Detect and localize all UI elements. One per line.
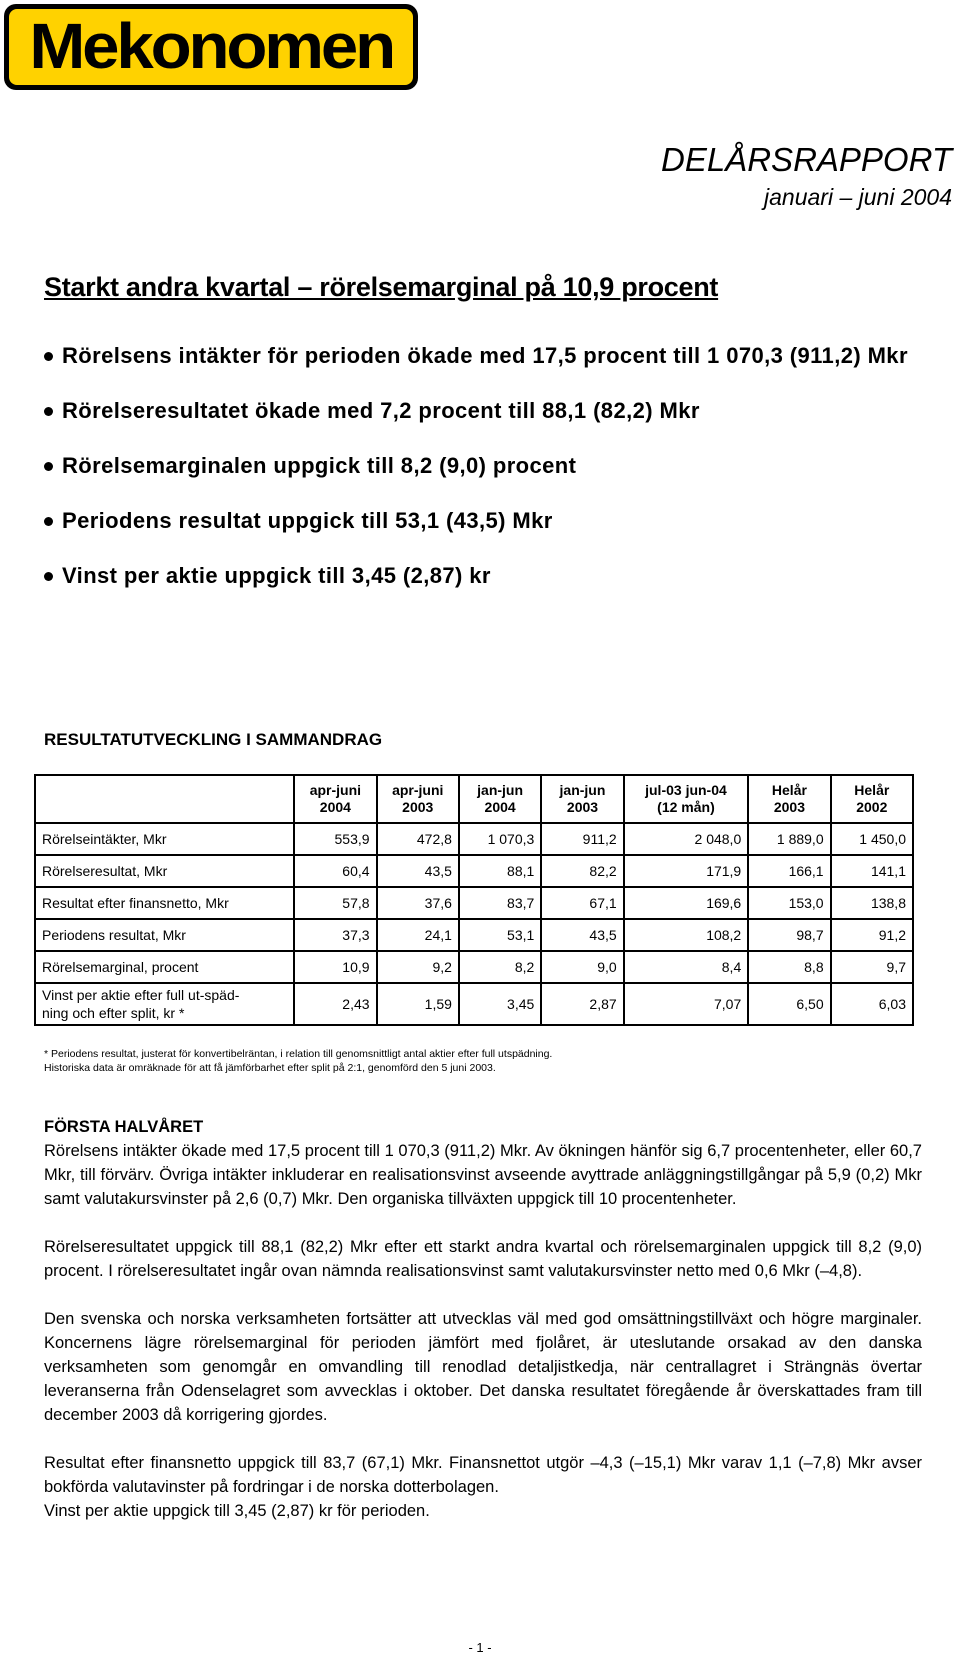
column-header: Helår 2003 <box>748 775 830 823</box>
column-header: jan-jun 2003 <box>541 775 623 823</box>
highlight-item: Rörelseresultatet ökade med 7,2 procent till 88,1 (82,2) Mkr <box>44 395 924 426</box>
table-cell: 138,8 <box>831 887 913 919</box>
table-cell: 8,2 <box>459 951 541 983</box>
page-number: - 1 - <box>468 1640 492 1655</box>
highlight-item: Rörelsens intäkter för perioden ökade med 17,5 procent till 1 070,3 (911,2) Mkr <box>44 340 912 371</box>
table-cell: 1 070,3 <box>459 823 541 855</box>
footnote-line: Historiska data är omräknade för att få jämförbarhet efter split på 2:1, genomförd den 5 juni 2003. <box>44 1062 496 1074</box>
table-cell: 7,07 <box>624 983 749 1025</box>
table-cell: 553,9 <box>294 823 376 855</box>
table-row <box>35 823 913 855</box>
bullet-icon <box>44 572 53 581</box>
row-label: Resultat efter finansnetto, Mkr <box>35 887 294 919</box>
table-cell: 2,87 <box>541 983 623 1025</box>
table-cell: 6,50 <box>748 983 830 1025</box>
header-empty-cell <box>35 775 294 823</box>
table-cell: 98,7 <box>748 919 830 951</box>
table-cell: 2,43 <box>294 983 376 1025</box>
summary-heading: RESULTATUTVECKLING I SAMMANDRAG <box>44 730 383 749</box>
table-cell: 911,2 <box>541 823 623 855</box>
highlight-item: Periodens resultat uppgick till 53,1 (43,5) Mkr <box>44 505 924 536</box>
bullet-icon <box>44 517 53 526</box>
table-cell: 9,2 <box>377 951 459 983</box>
table-row <box>35 919 913 951</box>
table-cell: 6,03 <box>831 983 913 1025</box>
table-cell: 67,1 <box>541 887 623 919</box>
table-cell: 43,5 <box>377 855 459 887</box>
row-label: Periodens resultat, Mkr <box>35 919 294 951</box>
row-label: Rörelsemarginal, procent <box>35 951 294 983</box>
column-header: apr-juni 2004 <box>294 775 376 823</box>
table-cell: 8,8 <box>748 951 830 983</box>
report-title: DELÅRSRAPPORT <box>661 141 952 178</box>
paragraph: Rörelsens intäkter ökade med 17,5 procent till 1 070,3 (911,2) Mkr. Av ökningen hänför sig 6,7 procentenheter, eller 60,7 Mkr, till förvärv. Övriga intäkter inkluderar en realisationsvinst avseende avyttrade anläggningstillgångar på 5,9 (0,2) Mkr samt valutakursvinster på 2,6 (0,7) Mkr. Den organiska tillväxten uppgick till 10 procentenheter. <box>44 1142 922 1208</box>
bullet-icon <box>44 462 53 471</box>
table-cell: 60,4 <box>294 855 376 887</box>
table-cell: 37,6 <box>377 887 459 919</box>
table-cell: 9,7 <box>831 951 913 983</box>
table-cell: 43,5 <box>541 919 623 951</box>
table-cell: 171,9 <box>624 855 749 887</box>
table-cell: 10,9 <box>294 951 376 983</box>
table-cell: 24,1 <box>377 919 459 951</box>
table-cell: 57,8 <box>294 887 376 919</box>
table-cell: 1 450,0 <box>831 823 913 855</box>
footnote-line: * Periodens resultat, justerat för konvertibelräntan, i relation till genomsnittligt antal aktier efter full utspädning. <box>44 1048 553 1060</box>
report-title-block <box>661 140 952 214</box>
table-cell: 53,1 <box>459 919 541 951</box>
bullet-icon <box>44 407 53 416</box>
table-cell: 108,2 <box>624 919 749 951</box>
table-cell: 37,3 <box>294 919 376 951</box>
table-cell: 3,45 <box>459 983 541 1025</box>
paragraph: Den svenska och norska verksamheten fortsätter att utvecklas väl med god omsättningstillväxt och högre marginaler. Koncernens lägre rörelsemarginal för perioden jämfört med fjolåret, är uteslutande orsakad av den danska verksamheten som genomgår en omvandling till renodlad detaljistkedja, när centrallagret i Strängnäs övertar leveranserna från Odenselagret som avvecklas i oktober. Det danska resultatet föregående år överskattades fram till december 2003 då korrigering gjordes. <box>44 1310 922 1424</box>
report-period: januari – juni 2004 <box>764 184 952 210</box>
table-cell: 1,59 <box>377 983 459 1025</box>
first-half-section <box>44 1115 922 1547</box>
mekonomen-logo <box>4 4 418 90</box>
table-cell: 1 889,0 <box>748 823 830 855</box>
table-cell: 169,6 <box>624 887 749 919</box>
summary-table <box>34 774 914 1026</box>
logo-background <box>9 9 413 85</box>
table-cell: 2 048,0 <box>624 823 749 855</box>
table-cell: 82,2 <box>541 855 623 887</box>
table-cell: 166,1 <box>748 855 830 887</box>
bullet-icon <box>44 352 53 361</box>
paragraph: Rörelseresultatet uppgick till 88,1 (82,2) Mkr efter ett starkt andra kvartal och rörelsemarginalen uppgick till 8,2 (9,0) procent. I rörelseresultatet ingår ovan nämnda realisationsvinst samt valutakursvinster netto med 0,6 Mkr (–4,8). <box>44 1238 922 1280</box>
column-header: Helår 2002 <box>831 775 913 823</box>
table-header-row <box>35 775 913 823</box>
table-row <box>35 951 913 983</box>
table-cell: 153,0 <box>748 887 830 919</box>
column-header: jan-jun 2004 <box>459 775 541 823</box>
highlight-item: Rörelsemarginalen uppgick till 8,2 (9,0) procent <box>44 450 924 481</box>
highlight-item: Vinst per aktie uppgick till 3,45 (2,87) kr <box>44 560 924 591</box>
section-heading: FÖRSTA HALVÅRET <box>44 1118 204 1136</box>
table-cell: 88,1 <box>459 855 541 887</box>
table-cell: 8,4 <box>624 951 749 983</box>
table-row <box>35 983 913 1025</box>
table-footnotes <box>44 1047 552 1075</box>
table-row <box>35 887 913 919</box>
table-cell: 91,2 <box>831 919 913 951</box>
table-cell: 141,1 <box>831 855 913 887</box>
row-label: Vinst per aktie efter full ut-späd- ning och efter split, kr * <box>35 983 294 1025</box>
column-header: jul-03 jun-04 (12 mån) <box>624 775 749 823</box>
table-row <box>35 855 913 887</box>
table-cell: 83,7 <box>459 887 541 919</box>
column-header: apr-juni 2003 <box>377 775 459 823</box>
paragraph: Vinst per aktie uppgick till 3,45 (2,87) kr för perioden. <box>44 1502 430 1520</box>
highlights-list <box>44 340 924 615</box>
row-label: Rörelseintäkter, Mkr <box>35 823 294 855</box>
logo-text: Mekonomen <box>29 10 393 82</box>
headline: Starkt andra kvartal – rörelsemarginal på 10,9 procent <box>44 272 719 302</box>
table-cell: 9,0 <box>541 951 623 983</box>
paragraph: Resultat efter finansnetto uppgick till 83,7 (67,1) Mkr. Finansnettot utgör –4,3 (–15,1) Mkr varav 1,1 (–7,8) Mkr avser bokförda valutavinster på fordringar i de norska dotterbolagen. <box>44 1454 922 1496</box>
table-cell: 472,8 <box>377 823 459 855</box>
row-label: Rörelseresultat, Mkr <box>35 855 294 887</box>
